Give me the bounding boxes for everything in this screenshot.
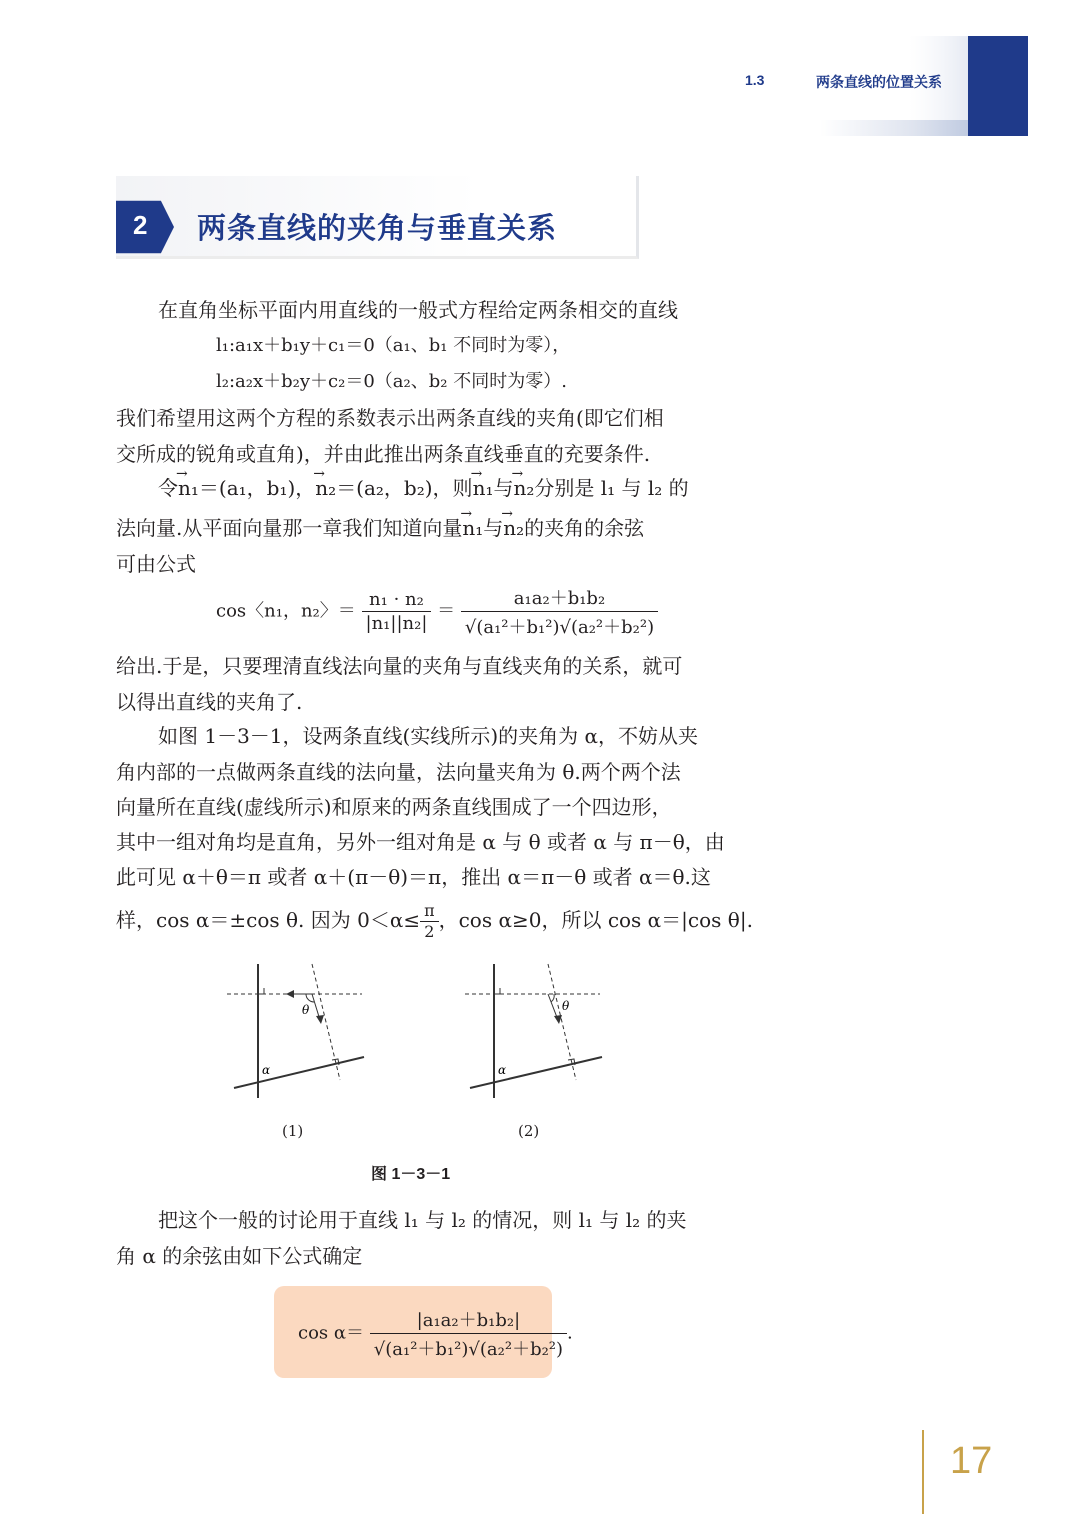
fraction-numerator: a₁a₂＋b₁b₂ [461, 584, 658, 612]
formula-period: . [567, 1322, 573, 1344]
vector-n2: → n₂ [513, 470, 534, 506]
text-fragment: 分别是 l₁ 与 l₂ 的 [534, 476, 689, 500]
vector-n1: → n₁ [473, 470, 494, 506]
para3-line3: 可由公式 [116, 552, 196, 576]
header-section-number: 1.3 [745, 72, 765, 88]
figure-2-label: (2) [518, 1122, 540, 1140]
angle-cosine-formula [298, 1306, 573, 1361]
text-fragment: 法向量.从平面向量那一章我们知道向量 [116, 516, 463, 540]
line-l2 [470, 1057, 602, 1088]
fraction-numerator: |a₁a₂＋b₁b₂| [370, 1306, 567, 1334]
fraction [362, 589, 432, 634]
alpha-label: α [498, 1063, 507, 1077]
para6-line2: 角 α 的余弦由如下公式确定 [116, 1244, 363, 1268]
para3-line1 [158, 470, 689, 506]
theta-label: θ [562, 999, 570, 1013]
para5-line3: 向量所在直线(虚线所示)和原来的两条直线围成了一个四边形， [116, 795, 672, 819]
para2-line2: 交所成的锐角或直角)，并由此推出两条直线垂直的充要条件. [116, 442, 651, 466]
normal-line-dashed [548, 964, 576, 1080]
text-fragment: ，cos α≥0，所以 cos α＝|cos θ|. [438, 908, 753, 932]
vector-n1: → n₁ [178, 470, 199, 506]
line-l2-equation: l₂:a₂x＋b₂y＋c₂＝0（a₂、b₂ 不同时为零）. [216, 371, 567, 392]
arrow-icon [316, 1015, 324, 1024]
header-color-block [968, 36, 1028, 136]
header-section-title: 两条直线的位置关系 [816, 74, 942, 90]
vector-n2: → n₂ [315, 470, 336, 506]
fraction-denominator: √(a₁²＋b₁²)√(a₂²＋b₂²) [373, 1339, 564, 1360]
normal-line-dashed [312, 964, 340, 1080]
para4-line1: 给出.于是，只要理清直线法向量的夹角与直线夹角的关系，就可 [116, 654, 683, 678]
text-fragment: 的夹角的余弦 [524, 516, 645, 540]
para3-line2 [116, 510, 644, 546]
para5-line4: 其中一组对角均是直角，另外一组对角是 α 与 θ 或者 α 与 π－θ，由 [116, 830, 725, 854]
fraction [370, 1306, 567, 1361]
alpha-label: α [262, 1063, 271, 1077]
text-fragment: ＝(a₂，b₂)，则 [336, 476, 473, 500]
fraction [461, 584, 658, 639]
pi-over-2 [420, 902, 439, 941]
figure-2-diagram [460, 960, 610, 1110]
para2-line1: 我们希望用这两个方程的系数表示出两条直线的夹角(即它们相 [116, 406, 664, 430]
theta-label: θ [302, 1003, 310, 1017]
para6-line1: 把这个一般的讨论用于直线 l₁ 与 l₂ 的情况，则 l₁ 与 l₂ 的夹 [158, 1208, 687, 1232]
section-number: 2 [133, 210, 148, 240]
fraction-numerator: π [420, 902, 439, 922]
fraction-denominator: 2 [424, 922, 435, 941]
text-fragment: 令 [158, 476, 178, 500]
text-fragment: 与 [483, 516, 504, 540]
figure-1-diagram [222, 960, 372, 1110]
text-fragment: 样，cos α＝±cos θ. 因为 0＜α≤ [116, 908, 421, 932]
figure-1-label: (1) [282, 1122, 304, 1140]
vector-n2: → n₂ [503, 510, 524, 546]
vector-n1: → n₁ [462, 510, 483, 546]
formula-lhs: cos α＝ [298, 1322, 365, 1344]
para5-line5: 此可见 α＋θ＝π 或者 α＋(π－θ)＝π，推出 α＝π－θ 或者 α＝θ.这 [116, 865, 711, 889]
line-l1-equation: l₁:a₁x＋b₁y＋c₁＝0（a₁、b₁ 不同时为零）， [216, 335, 571, 356]
page-number-rule [922, 1430, 924, 1514]
angle-arc [551, 994, 554, 1002]
formula-lhs: cos〈n₁，n₂〉＝ [216, 600, 356, 622]
fraction-denominator: |n₁||n₂| [365, 613, 428, 634]
para1-line1: 在直角坐标平面内用直线的一般式方程给定两条相交的直线 [158, 298, 678, 322]
para5-line2: 角内部的一点做两条直线的法向量，法向量夹角为 θ.两个两个法 [116, 760, 681, 784]
page-number: 17 [950, 1440, 993, 1482]
formula-equals: ＝ [437, 600, 456, 622]
arrow-icon [554, 1015, 562, 1024]
section-title: 两条直线的夹角与垂直关系 [197, 213, 558, 245]
para5-line6 [116, 902, 753, 941]
cosine-formula [216, 584, 658, 639]
text-fragment: ＝(a₁，b₁)， [198, 476, 316, 500]
line-l2 [234, 1057, 364, 1088]
figure-caption: 图 1－3－1 [371, 1166, 451, 1183]
text-fragment: 与 [493, 476, 514, 500]
para5-line1: 如图 1－3－1，设两条直线(实线所示)的夹角为 α，不妨从夹 [158, 724, 698, 748]
fraction-numerator: n₁ · n₂ [362, 589, 432, 612]
para4-line2: 以得出直线的夹角了. [116, 690, 303, 714]
arrow-icon [286, 990, 294, 998]
fraction-denominator: √(a₁²＋b₁²)√(a₂²＋b₂²) [464, 617, 655, 638]
